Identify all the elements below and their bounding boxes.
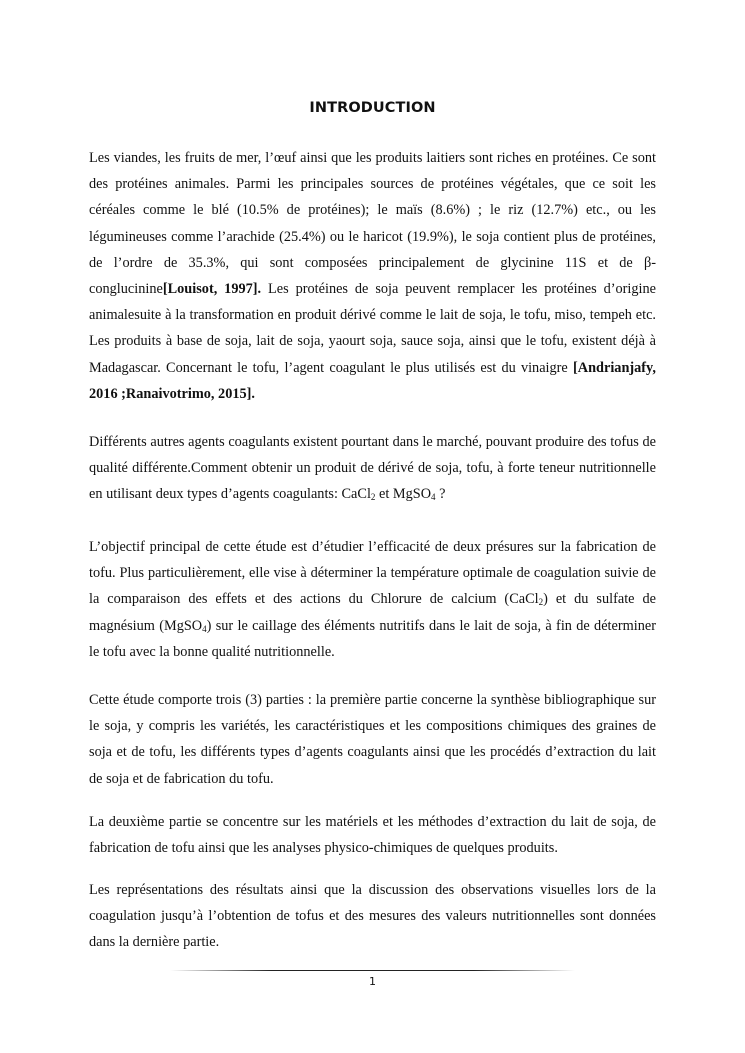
subscript: 4 [202,623,207,634]
paragraph-objective [89,534,656,665]
paragraph-text: ) sur le caillage des éléments nutritifs dans le lait de soja, à fin de déterminer le tofu avec la bonne qualité nutritionnelle. [89,617,656,660]
paragraph-coagulants-question [89,429,656,508]
paragraph-text: Les viandes, les fruits de mer, l’œuf ainsi que les produits laitiers sont riches en protéines. Ce sont des protéines animales. Parmi les principales sources de protéines végétales, que ce soit les céréales comme le blé (10.5% de protéines); le maïs (8.6%) ; le riz (12.7%) etc., ou les légumineuses comme l’arachide (25.4%) ou le haricot (19.9%), le soja contient plus de protéines, de l’ordre de 35.3%, qui sont composées principalement de glycinine 11S et de β-conglucinine [89,150,656,298]
citation: [Andrianjafy, 2016 ;Ranaivotrimo, 2015]. [89,359,656,402]
subscript: 4 [431,492,436,503]
paragraph-text: Les protéines de soja peuvent remplacer les protéines d’origine animalesuite à la transformation en produit dérivé comme le lait de soja, le tofu, miso, tempeh etc. Les produits à base de soja, lait de soja, yaourt soja, sauce soja, ainsi que le tofu, existent déjà à Madagascar. Concernant le tofu, l’agent coagulant le plus utilisés est du vinaigre [89,281,656,376]
subscript: 2 [370,492,376,503]
paragraph-text: L’objectif principal de cette étude est d’étudier l’efficacité de deux présures sur la fabrication de tofu. Plus particulièrement, elle vise à déterminer la température optimale de coagulation suivie de la comparaison des effets et des actions du Chlorure de calcium (CaCl [89,539,656,608]
page-number: 1 [369,975,376,988]
paragraph-structure-part3: Les représentations des résultats ainsi que la discussion des observations visuelles lors de la coagulation jusqu’à l’obtention de tofus et des mesures des valeurs nutritionnelles sont données dans la dernière partie. [89,882,656,951]
paragraph-structure-part2: La deuxième partie se concentre sur les matériels et les méthodes d’extraction du lait de soja, de fabrication de tofu ainsi que les analyses physico-chimiques de quelques produits. [89,814,656,857]
paragraph-structure-part1: Cette étude comporte trois (3) parties : la première partie concerne la synthèse bibliographique sur le soja, y compris les variétés, les caractéristiques et les compositions chimiques des graines de soja et de tofu, les différents types d’agents coagulants ainsi que les procédés d’extraction du lait de soja et de fabrication du tofu. [89,692,656,787]
citation: [Louisot, 1997]. [162,281,262,298]
page-title: INTRODUCTION [309,100,436,116]
paragraph-text: Différents autres agents coagulants existent pourtant dans le marché, pouvant produire des tofus de qualité différente.Comment obtenir un produit de dérivé de soja, tofu, à forte teneur nutritionnelle en utilisant deux types d’agents coagulants: CaCl [89,434,656,503]
subscript: 2 [538,597,544,608]
paragraph-text: ) et du sulfate de magnésium (MgSO [89,591,656,634]
paragraph-text: et MgSO [375,486,432,503]
paragraph-intro-proteins [89,145,656,407]
paragraph-text: ? [435,486,446,503]
footer-divider [170,970,575,971]
